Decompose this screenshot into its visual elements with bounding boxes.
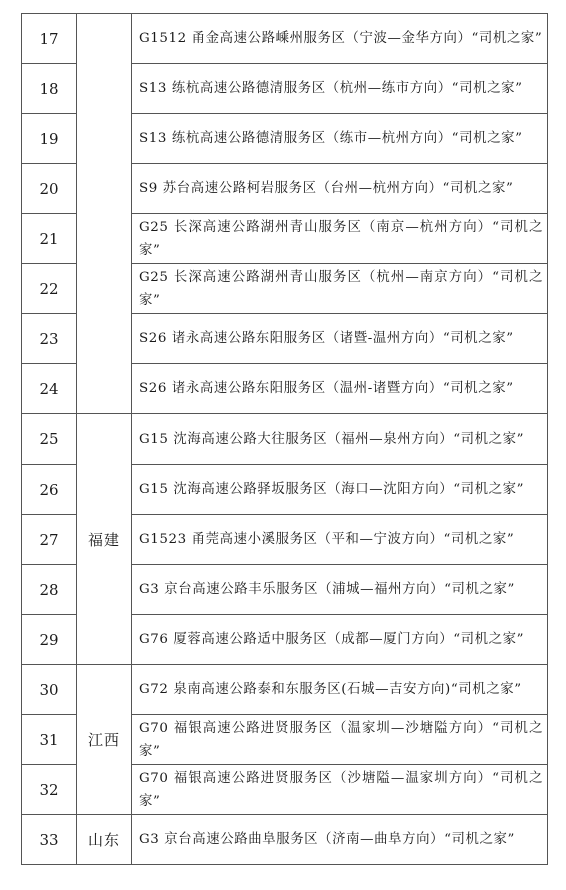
row-number: 21: [22, 214, 77, 264]
service-area-name: G70 福银高速公路进贤服务区（温家圳—沙塘隘方向）“司机之家”: [132, 715, 548, 765]
row-number: 32: [22, 765, 77, 815]
service-area-name: S9 苏台高速公路柯岩服务区（台州—杭州方向）“司机之家”: [132, 164, 548, 214]
row-number: 33: [22, 815, 77, 865]
service-area-name: G15 沈海高速公路驿坂服务区（海口—沈阳方向）“司机之家”: [132, 465, 548, 515]
row-number: 18: [22, 64, 77, 114]
province-cell-shandong: 山东: [77, 815, 132, 865]
row-number: 29: [22, 615, 77, 665]
service-area-name: G1512 甬金高速公路嵊州服务区（宁波—金华方向）“司机之家”: [132, 14, 548, 64]
service-area-name: S13 练杭高速公路德清服务区（练市—杭州方向）“司机之家”: [132, 114, 548, 164]
row-number: 24: [22, 364, 77, 414]
table-row: [22, 665, 548, 715]
service-area-name: G3 京台高速公路曲阜服务区（济南—曲阜方向）“司机之家”: [132, 815, 548, 865]
row-number: 28: [22, 565, 77, 615]
service-area-name: S26 诸永高速公路东阳服务区（诸暨-温州方向）“司机之家”: [132, 314, 548, 364]
service-area-name: G76 厦蓉高速公路适中服务区（成都—厦门方向）“司机之家”: [132, 615, 548, 665]
province-cell-jiangxi: 江西: [77, 665, 132, 815]
service-area-name: S13 练杭高速公路德清服务区（杭州—练市方向）“司机之家”: [132, 64, 548, 114]
service-area-table: [21, 13, 548, 865]
service-area-name: G70 福银高速公路进贤服务区（沙塘隘—温家圳方向）“司机之家”: [132, 765, 548, 815]
row-number: 17: [22, 14, 77, 64]
row-number: 27: [22, 515, 77, 565]
table-row: [22, 414, 548, 465]
service-area-name: G15 沈海高速公路大往服务区（福州—泉州方向）“司机之家”: [132, 414, 548, 465]
table-row: [22, 815, 548, 865]
row-number: 30: [22, 665, 77, 715]
row-number: 20: [22, 164, 77, 214]
row-number: 26: [22, 465, 77, 515]
province-cell-fujian: 福建: [77, 414, 132, 665]
service-area-name: G1523 甬莞高速小溪服务区（平和—宁波方向）“司机之家”: [132, 515, 548, 565]
row-number: 23: [22, 314, 77, 364]
service-area-name: G72 泉南高速公路泰和东服务区(石城—吉安方向)“司机之家”: [132, 665, 548, 715]
service-area-name: G3 京台高速公路丰乐服务区（浦城—福州方向）“司机之家”: [132, 565, 548, 615]
row-number: 19: [22, 114, 77, 164]
row-number: 31: [22, 715, 77, 765]
service-area-name: G25 长深高速公路湖州青山服务区（南京—杭州方向）“司机之家”: [132, 214, 548, 264]
province-cell-continued: [77, 14, 132, 414]
service-area-name: G25 长深高速公路湖州青山服务区（杭州—南京方向）“司机之家”: [132, 264, 548, 314]
service-area-name: S26 诸永高速公路东阳服务区（温州-诸暨方向）“司机之家”: [132, 364, 548, 414]
row-number: 22: [22, 264, 77, 314]
row-number: 25: [22, 414, 77, 465]
table-row: [22, 14, 548, 64]
